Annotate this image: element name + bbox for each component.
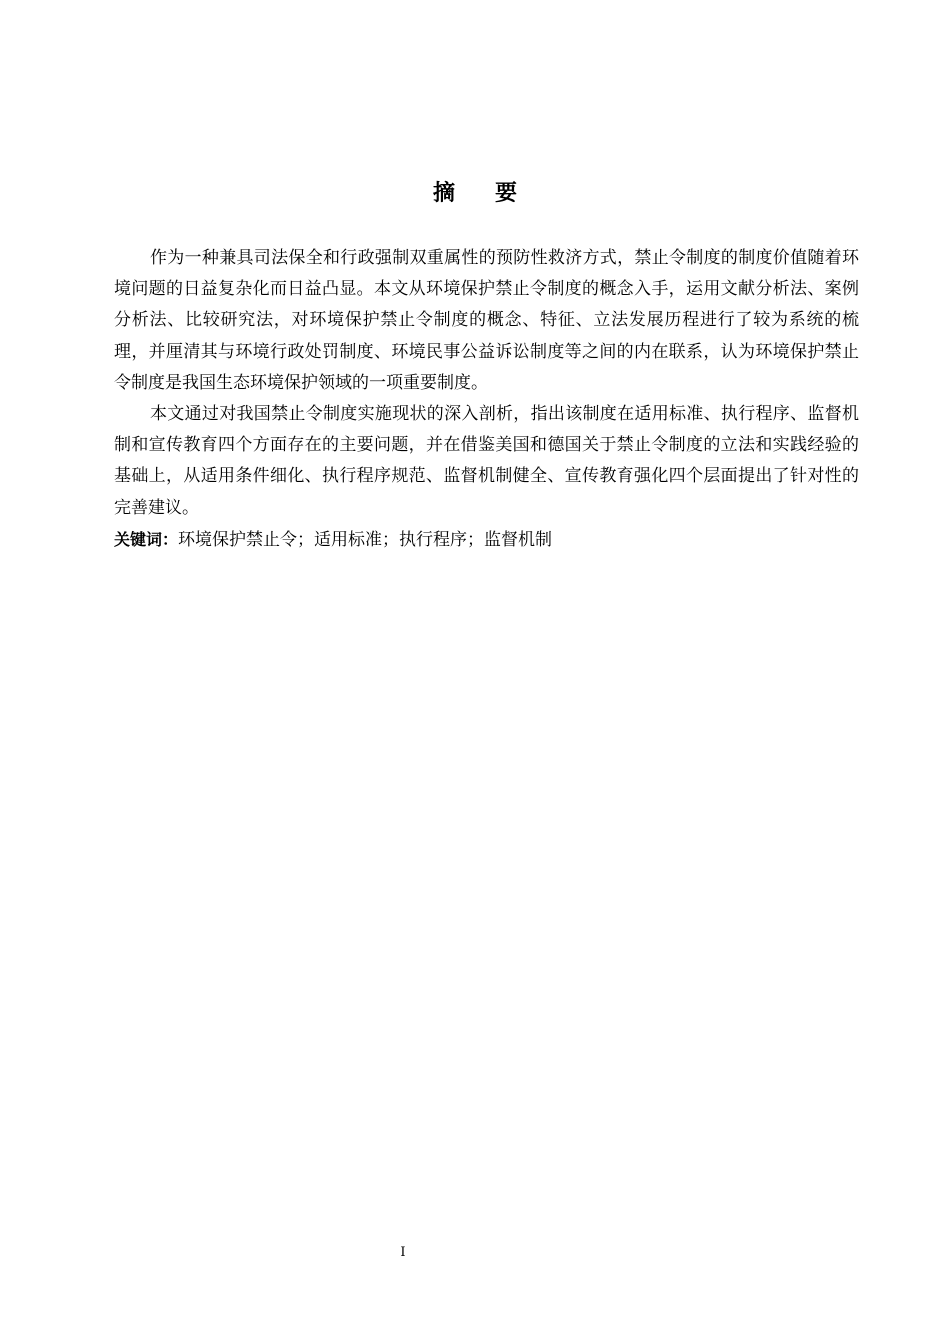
abstract-paragraph-1: 作为一种兼具司法保全和行政强制双重属性的预防性救济方式，禁止令制度的制度价值随着环境问题的日益复杂化而日益凸显。本文从环境保护禁止令制度的概念入手，运用文献分析法、案例分析法、比较研究法，对环境保护禁止令制度的概念、特征、立法发展历程进行了较为系统的梳理，并厘清其与环境行政处罚制度、环境民事公益诉讼制度等之间的内在联系，认为环境保护禁止令制度是我国生态环境保护领域的一项重要制度。 — [114, 248, 859, 393]
keywords-line — [114, 524, 859, 556]
abstract-title-char-1: 摘 — [432, 181, 455, 206]
keywords-label: 关键词： — [114, 529, 179, 549]
abstract-paragraph-2: 本文通过对我国禁止令制度实施现状的深入剖析，指出该制度在适用标准、执行程序、监督机制和宣传教育四个方面存在的主要问题，并在借鉴美国和德国关于禁止令制度的立法和实践经验的基础上，从适用条件细化、执行程序规范、监督机制健全、宣传教育强化四个层面提出了针对性的完善建议。 — [114, 404, 859, 518]
abstract-body — [114, 243, 859, 556]
abstract-title — [0, 178, 950, 210]
keywords-text: 环境保护禁止令；适用标准；执行程序；监督机制 — [178, 529, 553, 550]
abstract-title-char-2: 要 — [495, 181, 518, 206]
page-number: I — [400, 1245, 406, 1260]
